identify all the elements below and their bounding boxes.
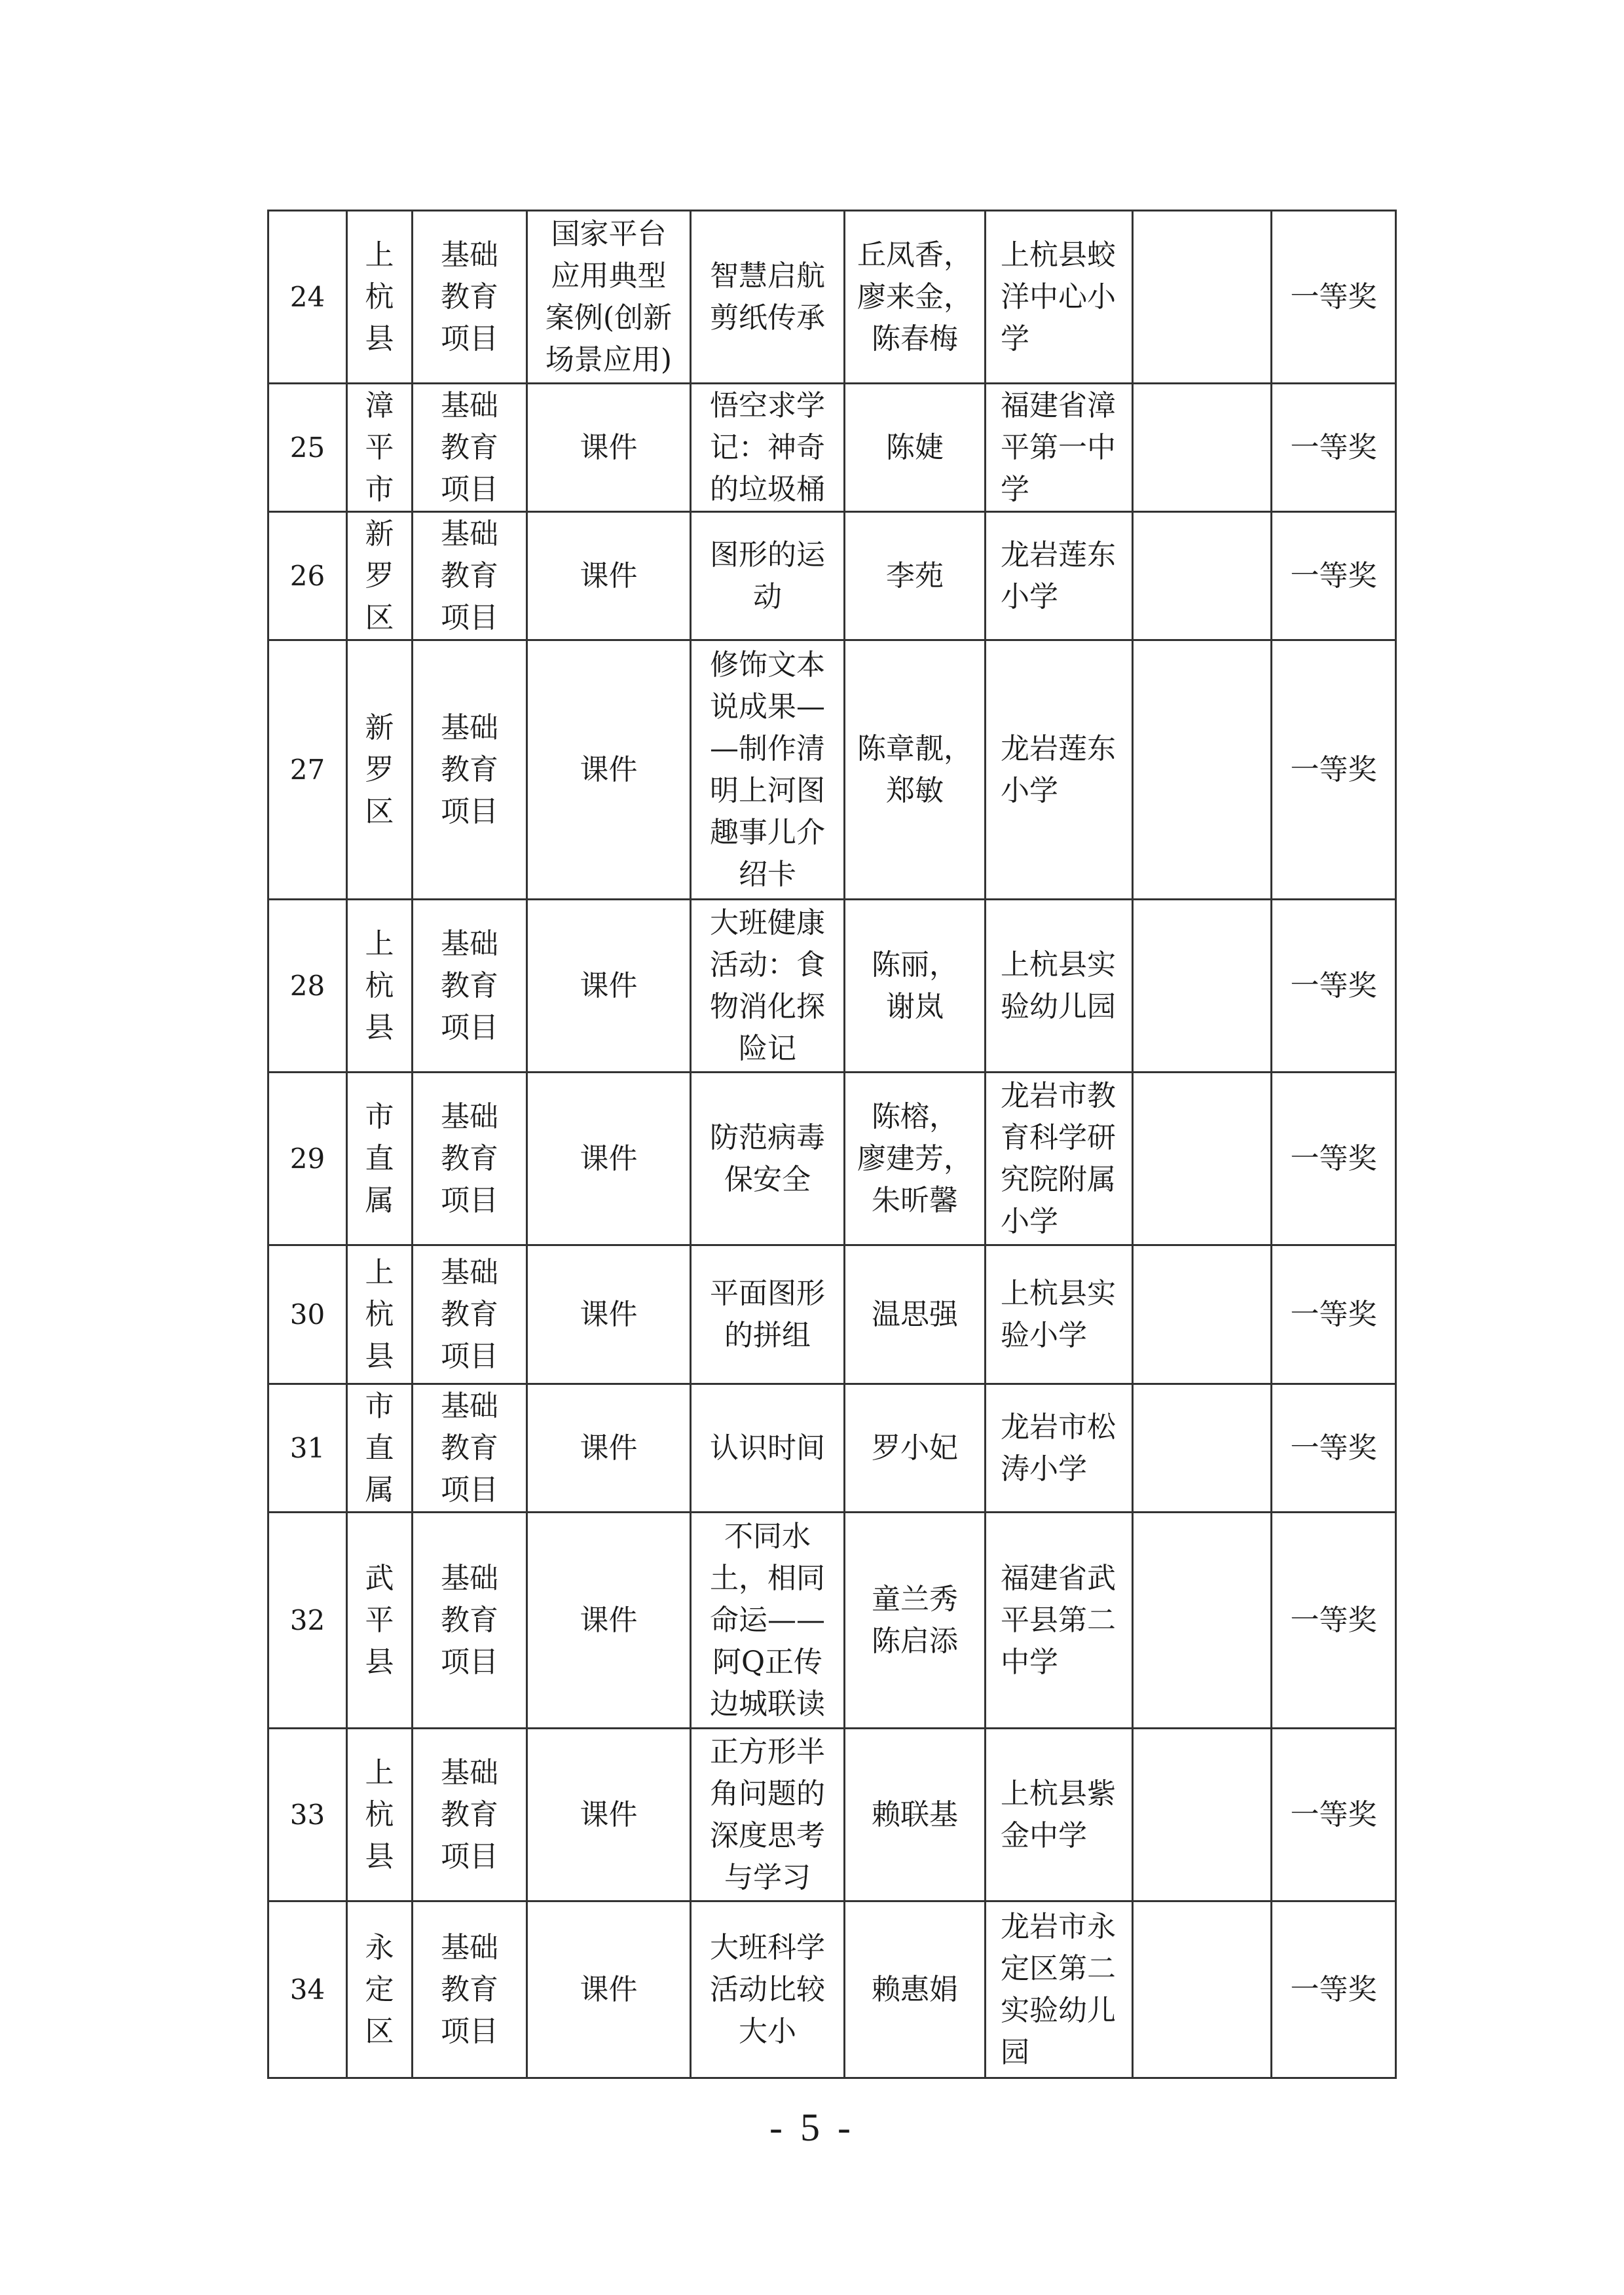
cell-entry-no: 24: [268, 211, 347, 384]
table-row: [268, 1384, 1396, 1513]
cell-award: 一等奖: [1272, 1073, 1396, 1245]
table-row: [268, 384, 1396, 512]
cell-work-type: 课件: [527, 512, 691, 640]
cell-school: 上杭县实 验幼儿园: [986, 900, 1133, 1073]
cell-school: 龙岩莲东 小学: [986, 512, 1133, 640]
cell-empty: [1133, 1729, 1272, 1901]
cell-work-type: 课件: [527, 1384, 691, 1513]
cell-region: 武 平 县: [347, 1513, 413, 1729]
cell-school: 上杭县紫 金中学: [986, 1729, 1133, 1901]
cell-work-type: 课件: [527, 1901, 691, 2078]
table-row: [268, 640, 1396, 900]
cell-empty: [1133, 640, 1272, 900]
cell-category: 基础 教育 项目: [413, 900, 527, 1073]
cell-region: 新 罗 区: [347, 640, 413, 900]
cell-category: 基础 教育 项目: [413, 211, 527, 384]
cell-category: 基础 教育 项目: [413, 1901, 527, 2078]
cell-work-type: 课件: [527, 384, 691, 512]
cell-empty: [1133, 1901, 1272, 2078]
cell-award: 一等奖: [1272, 512, 1396, 640]
cell-empty: [1133, 1073, 1272, 1245]
cell-region: 漳 平 市: [347, 384, 413, 512]
cell-award: 一等奖: [1272, 1513, 1396, 1729]
cell-entry-no: 28: [268, 900, 347, 1073]
cell-region: 新 罗 区: [347, 512, 413, 640]
cell-work-type: 课件: [527, 900, 691, 1073]
cell-work-title: 大班健康 活动：食 物消化探 险记: [691, 900, 845, 1073]
cell-entry-no: 25: [268, 384, 347, 512]
cell-region: 市 直 属: [347, 1073, 413, 1245]
cell-school: 福建省武 平县第二 中学: [986, 1513, 1133, 1729]
cell-category: 基础 教育 项目: [413, 1245, 527, 1384]
cell-region: 永 定 区: [347, 1901, 413, 2078]
cell-region: 上 杭 县: [347, 1729, 413, 1901]
cell-empty: [1133, 900, 1272, 1073]
cell-work-title: 智慧启航 剪纸传承: [691, 211, 845, 384]
cell-work-title: 平面图形 的拼组: [691, 1245, 845, 1384]
cell-category: 基础 教育 项目: [413, 512, 527, 640]
cell-category: 基础 教育 项目: [413, 640, 527, 900]
cell-award: 一等奖: [1272, 1384, 1396, 1513]
cell-work-type: 课件: [527, 1729, 691, 1901]
cell-authors: 罗小妃: [845, 1384, 986, 1513]
cell-school: 福建省漳 平第一中 学: [986, 384, 1133, 512]
cell-award: 一等奖: [1272, 211, 1396, 384]
cell-category: 基础 教育 项目: [413, 1513, 527, 1729]
cell-work-title: 悟空求学 记：神奇 的垃圾桶: [691, 384, 845, 512]
cell-work-title: 正方形半 角问题的 深度思考 与学习: [691, 1729, 845, 1901]
cell-work-type: 课件: [527, 640, 691, 900]
cell-authors: 陈榕， 廖建芳， 朱昕馨: [845, 1073, 986, 1245]
cell-entry-no: 34: [268, 1901, 347, 2078]
cell-empty: [1133, 512, 1272, 640]
cell-award: 一等奖: [1272, 1729, 1396, 1901]
cell-school: 龙岩市松 涛小学: [986, 1384, 1133, 1513]
award-table: [267, 210, 1397, 2079]
cell-authors: 丘凤香， 廖来金， 陈春梅: [845, 211, 986, 384]
cell-empty: [1133, 384, 1272, 512]
cell-school: 上杭县蛟 洋中心小 学: [986, 211, 1133, 384]
table-row: [268, 1729, 1396, 1901]
cell-authors: 李苑: [845, 512, 986, 640]
cell-school: 龙岩莲东 小学: [986, 640, 1133, 900]
page-number: - 5 -: [769, 2106, 855, 2149]
cell-work-type: 国家平台 应用典型 案例(创新 场景应用): [527, 211, 691, 384]
cell-award: 一等奖: [1272, 384, 1396, 512]
cell-award: 一等奖: [1272, 1245, 1396, 1384]
award-table-body: [268, 211, 1396, 2078]
cell-entry-no: 31: [268, 1384, 347, 1513]
cell-work-title: 大班科学 活动比较 大小: [691, 1901, 845, 2078]
cell-region: 上 杭 县: [347, 211, 413, 384]
table-row: [268, 1901, 1396, 2078]
cell-award: 一等奖: [1272, 900, 1396, 1073]
table-row: [268, 211, 1396, 384]
cell-region: 市 直 属: [347, 1384, 413, 1513]
table-row: [268, 512, 1396, 640]
cell-school: 龙岩市永 定区第二 实验幼儿 园: [986, 1901, 1133, 2078]
cell-award: 一等奖: [1272, 1901, 1396, 2078]
cell-region: 上 杭 县: [347, 1245, 413, 1384]
cell-authors: 赖惠娟: [845, 1901, 986, 2078]
cell-entry-no: 33: [268, 1729, 347, 1901]
cell-entry-no: 32: [268, 1513, 347, 1729]
cell-school: 上杭县实 验小学: [986, 1245, 1133, 1384]
cell-category: 基础 教育 项目: [413, 1384, 527, 1513]
cell-work-title: 图形的运 动: [691, 512, 845, 640]
cell-entry-no: 26: [268, 512, 347, 640]
cell-empty: [1133, 1384, 1272, 1513]
cell-category: 基础 教育 项目: [413, 1073, 527, 1245]
cell-work-title: 防范病毒 保安全: [691, 1073, 845, 1245]
cell-authors: 陈婕: [845, 384, 986, 512]
cell-authors: 温思强: [845, 1245, 986, 1384]
cell-award: 一等奖: [1272, 640, 1396, 900]
table-row: [268, 900, 1396, 1073]
cell-authors: 陈丽， 谢岚: [845, 900, 986, 1073]
table-row: [268, 1513, 1396, 1729]
cell-work-title: 认识时间: [691, 1384, 845, 1513]
cell-empty: [1133, 211, 1272, 384]
cell-authors: 童兰秀 陈启添: [845, 1513, 986, 1729]
cell-authors: 赖联基: [845, 1729, 986, 1901]
cell-school: 龙岩市教 育科学研 究院附属 小学: [986, 1073, 1133, 1245]
table-row: [268, 1245, 1396, 1384]
cell-empty: [1133, 1245, 1272, 1384]
cell-work-title: 不同水 土，相同 命运—— 阿Q正传 边城联读: [691, 1513, 845, 1729]
cell-work-type: 课件: [527, 1245, 691, 1384]
cell-work-title: 修饰文本 说成果— —制作清 明上河图 趣事儿介 绍卡: [691, 640, 845, 900]
cell-entry-no: 27: [268, 640, 347, 900]
cell-region: 上 杭 县: [347, 900, 413, 1073]
cell-entry-no: 30: [268, 1245, 347, 1384]
cell-empty: [1133, 1513, 1272, 1729]
cell-authors: 陈章靓， 郑敏: [845, 640, 986, 900]
cell-category: 基础 教育 项目: [413, 1729, 527, 1901]
cell-work-type: 课件: [527, 1513, 691, 1729]
cell-entry-no: 29: [268, 1073, 347, 1245]
cell-category: 基础 教育 项目: [413, 384, 527, 512]
cell-work-type: 课件: [527, 1073, 691, 1245]
table-row: [268, 1073, 1396, 1245]
